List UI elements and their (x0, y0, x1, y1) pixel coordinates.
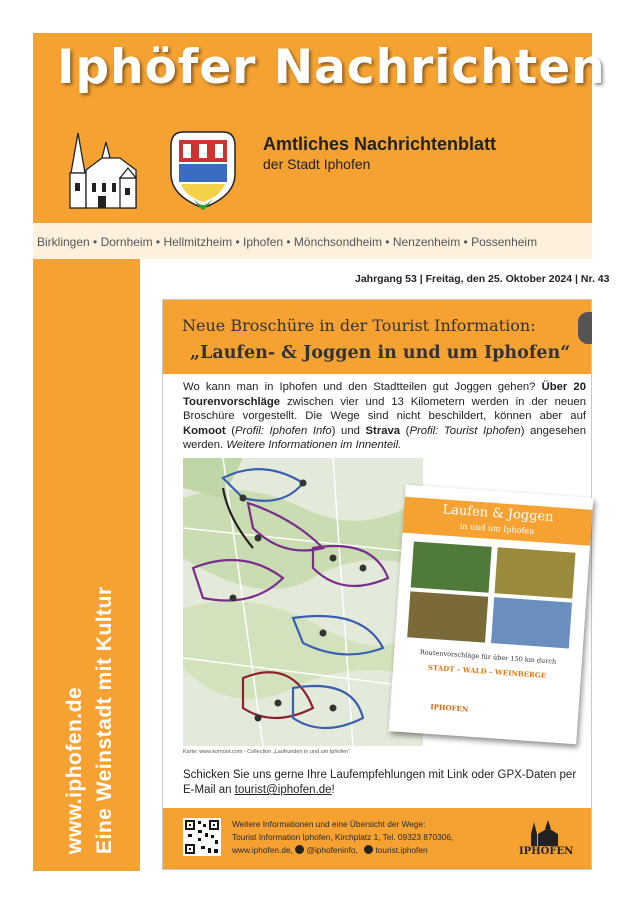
brochure-brand: IPHOFEN (430, 702, 469, 714)
article-headline: Neue Broschüre in der Tourist Information: (182, 316, 536, 335)
call-to-action: Schicken Sie uns gerne Ihre Laufempfehlungen mit Link oder GPX-Daten per E-Mail an tourist@iphofen.de! (183, 769, 577, 796)
footer-info-line: Weitere Informationen und eine Übersicht der Wege: (232, 819, 426, 829)
issue-info: Jahrgang 53 | Freitag, den 25. Oktober 2024 | Nr. 43 (355, 273, 610, 285)
banner-tab (578, 312, 592, 344)
brochure-photo-runners (411, 541, 492, 592)
brochure-title: Laufen & Joggen (442, 502, 555, 526)
brochure-subtitle: in und um Iphofen (459, 521, 535, 536)
brochure-photo-town (407, 591, 488, 642)
brochure-tags: STADT – WALD – WEINBERGE (427, 662, 547, 680)
article-body: Wo kann man in Iphofen und den Stadtteilen gut Joggen gehen? Über 20 Tourenvorschläge zwischen vier und 13 Kilometern werden in der neuen Broschüre vorgestellt. Die Wege sind nicht beschildert, können aber auf Komoot (Profil: Iphofen Info) und Strava (Profil: Tourist Iphofen) angesehen werden. Weitere Informationen im Innenteil. (183, 381, 586, 451)
facebook-handle[interactable]: tourist.iphofen (375, 845, 428, 855)
brochure-cover (389, 485, 594, 745)
coat-of-arms-icon (163, 126, 243, 212)
brochure-header (402, 497, 592, 546)
sidebar-strip (33, 259, 140, 871)
email-link[interactable]: tourist@iphofen.de (234, 784, 332, 796)
footer-social-row (232, 844, 453, 857)
website-link[interactable]: www.iphofen.de, (232, 845, 293, 855)
sidebar-website: www.iphofen.de (63, 686, 86, 854)
footer-logo-text: IPHOFEN (519, 846, 574, 857)
newspaper-title: Iphöfer Nachrichten (57, 40, 606, 95)
city-subtitle: der Stadt Iphofen (263, 156, 371, 172)
instagram-icon (295, 845, 304, 854)
instagram-handle[interactable]: @iphofeninfo, (306, 845, 358, 855)
sidebar-slogan: Eine Weinstadt mit Kultur (93, 586, 116, 854)
brochure-photo-vineyard (491, 597, 572, 648)
town-list: Birklingen • Dornheim • Hellmitzheim • Iphofen • Mönchsondheim • Nenzenheim • Possenheim (37, 235, 538, 249)
church-illustration-icon (58, 128, 146, 212)
facebook-icon (364, 845, 373, 854)
brochure-photo-forest (494, 547, 575, 598)
route-map (183, 458, 423, 746)
article-headline-quote: „Laufen- & Joggen in und um Iphofen“ (190, 343, 571, 363)
official-subtitle: Amtliches Nachrichtenblatt (263, 134, 497, 154)
footer-address: Tourist Information Iphofen, Kirchplatz 1, Tel. 09323 870306, (232, 832, 454, 842)
qr-code-icon[interactable] (183, 818, 221, 856)
footer-contact (232, 818, 453, 857)
iphofen-logo-icon (528, 820, 564, 846)
route-map-graphic (183, 458, 423, 746)
map-caption: Karte: www.komoot.com - Collection „Laufrunden in und um Iphofen“ (183, 749, 350, 755)
brochure-description: Routenvorschläge für über 150 km durch (419, 648, 557, 666)
